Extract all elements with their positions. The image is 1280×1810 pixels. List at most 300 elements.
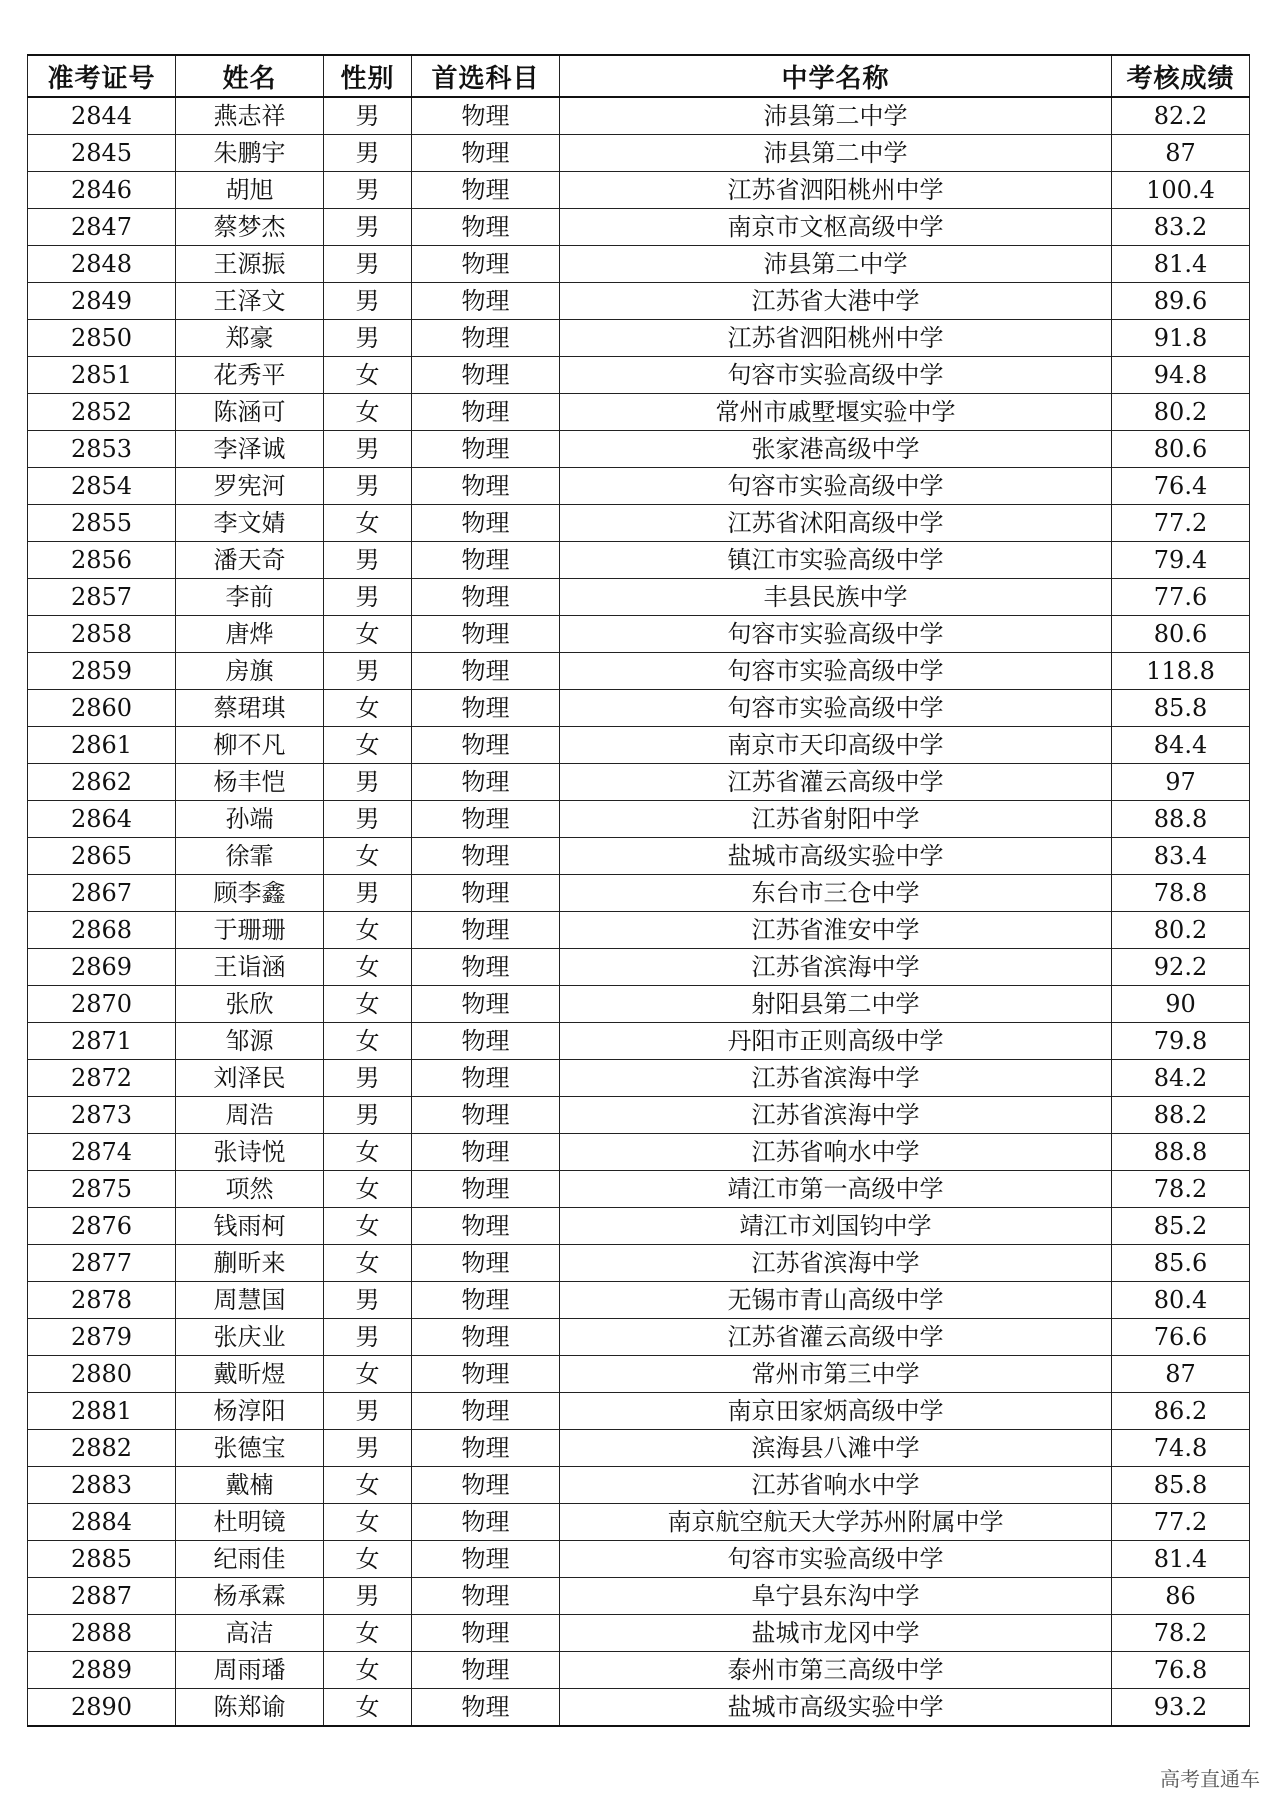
cell-school: 江苏省滨海中学	[560, 1245, 1112, 1282]
table-row	[28, 1282, 1250, 1319]
cell-gender: 男	[324, 468, 412, 505]
cell-school: 丰县民族中学	[560, 579, 1112, 616]
cell-gender: 男	[324, 1319, 412, 1356]
cell-name: 于珊珊	[176, 912, 324, 949]
cell-name: 高洁	[176, 1615, 324, 1652]
cell-subject: 物理	[412, 209, 560, 246]
cell-name: 周雨璠	[176, 1652, 324, 1689]
cell-name: 张诗悦	[176, 1134, 324, 1171]
table-row	[28, 653, 1250, 690]
cell-score: 80.2	[1112, 912, 1250, 949]
cell-name: 花秀平	[176, 357, 324, 394]
cell-exam-id: 2885	[28, 1541, 176, 1578]
header-gender: 性别	[324, 55, 412, 97]
cell-subject: 物理	[412, 727, 560, 764]
cell-gender: 女	[324, 838, 412, 875]
cell-exam-id: 2869	[28, 949, 176, 986]
table-row	[28, 1208, 1250, 1245]
cell-name: 燕志祥	[176, 97, 324, 135]
cell-subject: 物理	[412, 838, 560, 875]
cell-school: 无锡市青山高级中学	[560, 1282, 1112, 1319]
table-row	[28, 727, 1250, 764]
cell-gender: 男	[324, 209, 412, 246]
cell-score: 77.2	[1112, 1504, 1250, 1541]
cell-exam-id: 2864	[28, 801, 176, 838]
cell-school: 沛县第二中学	[560, 97, 1112, 135]
cell-gender: 男	[324, 1430, 412, 1467]
header-row	[28, 55, 1250, 97]
table-row	[28, 1689, 1250, 1727]
cell-subject: 物理	[412, 1319, 560, 1356]
cell-subject: 物理	[412, 912, 560, 949]
cell-school: 句容市实验高级中学	[560, 1541, 1112, 1578]
cell-score: 87	[1112, 135, 1250, 172]
cell-exam-id: 2873	[28, 1097, 176, 1134]
cell-gender: 女	[324, 1171, 412, 1208]
cell-exam-id: 2871	[28, 1023, 176, 1060]
cell-name: 王源振	[176, 246, 324, 283]
cell-exam-id: 2870	[28, 986, 176, 1023]
cell-subject: 物理	[412, 1541, 560, 1578]
table-row	[28, 1245, 1250, 1282]
cell-score: 78.2	[1112, 1171, 1250, 1208]
cell-name: 潘天奇	[176, 542, 324, 579]
cell-subject: 物理	[412, 690, 560, 727]
cell-score: 92.2	[1112, 949, 1250, 986]
table-row	[28, 542, 1250, 579]
cell-name: 李前	[176, 579, 324, 616]
cell-name: 胡旭	[176, 172, 324, 209]
cell-score: 93.2	[1112, 1689, 1250, 1727]
cell-school: 射阳县第二中学	[560, 986, 1112, 1023]
cell-gender: 女	[324, 616, 412, 653]
cell-school: 丹阳市正则高级中学	[560, 1023, 1112, 1060]
cell-school: 盐城市高级实验中学	[560, 1689, 1112, 1727]
cell-school: 沛县第二中学	[560, 246, 1112, 283]
table-row	[28, 246, 1250, 283]
cell-gender: 男	[324, 764, 412, 801]
cell-gender: 男	[324, 653, 412, 690]
cell-school: 盐城市高级实验中学	[560, 838, 1112, 875]
cell-score: 84.4	[1112, 727, 1250, 764]
cell-score: 100.4	[1112, 172, 1250, 209]
cell-subject: 物理	[412, 1652, 560, 1689]
cell-exam-id: 2880	[28, 1356, 176, 1393]
table-row	[28, 1356, 1250, 1393]
cell-gender: 女	[324, 912, 412, 949]
cell-gender: 女	[324, 1467, 412, 1504]
cell-score: 88.8	[1112, 1134, 1250, 1171]
cell-score: 80.4	[1112, 1282, 1250, 1319]
cell-name: 钱雨柯	[176, 1208, 324, 1245]
table-row	[28, 357, 1250, 394]
table-row	[28, 209, 1250, 246]
table-row	[28, 1615, 1250, 1652]
cell-exam-id: 2868	[28, 912, 176, 949]
cell-subject: 物理	[412, 505, 560, 542]
cell-score: 85.8	[1112, 690, 1250, 727]
cell-exam-id: 2860	[28, 690, 176, 727]
cell-subject: 物理	[412, 1689, 560, 1727]
cell-gender: 男	[324, 135, 412, 172]
cell-gender: 女	[324, 1023, 412, 1060]
cell-score: 85.8	[1112, 1467, 1250, 1504]
cell-name: 陈涵可	[176, 394, 324, 431]
cell-exam-id: 2854	[28, 468, 176, 505]
watermark: 高考直通车	[1160, 1767, 1260, 1791]
cell-exam-id: 2877	[28, 1245, 176, 1282]
cell-name: 徐霏	[176, 838, 324, 875]
cell-name: 李泽诚	[176, 431, 324, 468]
table-row	[28, 394, 1250, 431]
table-row	[28, 135, 1250, 172]
cell-name: 戴楠	[176, 1467, 324, 1504]
cell-school: 镇江市实验高级中学	[560, 542, 1112, 579]
cell-name: 杜明镜	[176, 1504, 324, 1541]
table-row	[28, 616, 1250, 653]
cell-gender: 男	[324, 320, 412, 357]
cell-gender: 女	[324, 1356, 412, 1393]
table-row	[28, 1504, 1250, 1541]
cell-name: 张庆业	[176, 1319, 324, 1356]
cell-exam-id: 2887	[28, 1578, 176, 1615]
cell-gender: 女	[324, 357, 412, 394]
cell-gender: 女	[324, 1245, 412, 1282]
table-row	[28, 1541, 1250, 1578]
cell-name: 罗宪河	[176, 468, 324, 505]
cell-name: 孙端	[176, 801, 324, 838]
cell-gender: 男	[324, 97, 412, 135]
cell-school: 东台市三仓中学	[560, 875, 1112, 912]
cell-score: 80.6	[1112, 431, 1250, 468]
cell-subject: 物理	[412, 1245, 560, 1282]
cell-gender: 女	[324, 394, 412, 431]
header-school: 中学名称	[560, 55, 1112, 97]
cell-exam-id: 2858	[28, 616, 176, 653]
cell-exam-id: 2883	[28, 1467, 176, 1504]
cell-subject: 物理	[412, 616, 560, 653]
cell-exam-id: 2867	[28, 875, 176, 912]
cell-score: 87	[1112, 1356, 1250, 1393]
table-row	[28, 468, 1250, 505]
cell-subject: 物理	[412, 1134, 560, 1171]
cell-school: 江苏省沭阳高级中学	[560, 505, 1112, 542]
cell-gender: 女	[324, 986, 412, 1023]
cell-name: 张德宝	[176, 1430, 324, 1467]
table-row	[28, 1430, 1250, 1467]
cell-name: 张欣	[176, 986, 324, 1023]
cell-name: 蔡梦杰	[176, 209, 324, 246]
cell-subject: 物理	[412, 283, 560, 320]
cell-exam-id: 2872	[28, 1060, 176, 1097]
cell-score: 83.2	[1112, 209, 1250, 246]
cell-school: 江苏省泗阳桃州中学	[560, 172, 1112, 209]
cell-score: 83.4	[1112, 838, 1250, 875]
cell-subject: 物理	[412, 764, 560, 801]
cell-subject: 物理	[412, 542, 560, 579]
cell-gender: 男	[324, 1097, 412, 1134]
cell-school: 江苏省泗阳桃州中学	[560, 320, 1112, 357]
cell-exam-id: 2881	[28, 1393, 176, 1430]
cell-exam-id: 2847	[28, 209, 176, 246]
cell-score: 86	[1112, 1578, 1250, 1615]
cell-gender: 女	[324, 1134, 412, 1171]
cell-score: 88.2	[1112, 1097, 1250, 1134]
table-row	[28, 801, 1250, 838]
cell-school: 盐城市龙冈中学	[560, 1615, 1112, 1652]
cell-score: 74.8	[1112, 1430, 1250, 1467]
table-body	[28, 97, 1250, 1726]
cell-school: 句容市实验高级中学	[560, 653, 1112, 690]
cell-subject: 物理	[412, 579, 560, 616]
table-row	[28, 764, 1250, 801]
cell-score: 80.2	[1112, 394, 1250, 431]
cell-name: 李文婧	[176, 505, 324, 542]
table-row	[28, 579, 1250, 616]
cell-exam-id: 2849	[28, 283, 176, 320]
cell-exam-id: 2852	[28, 394, 176, 431]
cell-subject: 物理	[412, 801, 560, 838]
cell-subject: 物理	[412, 1208, 560, 1245]
cell-gender: 男	[324, 1282, 412, 1319]
cell-score: 84.2	[1112, 1060, 1250, 1097]
cell-exam-id: 2865	[28, 838, 176, 875]
table-row	[28, 875, 1250, 912]
table-row	[28, 1578, 1250, 1615]
cell-subject: 物理	[412, 1467, 560, 1504]
cell-gender: 男	[324, 1060, 412, 1097]
cell-gender: 女	[324, 1689, 412, 1727]
table-row	[28, 283, 1250, 320]
table-row	[28, 1171, 1250, 1208]
cell-subject: 物理	[412, 986, 560, 1023]
cell-exam-id: 2846	[28, 172, 176, 209]
cell-exam-id: 2875	[28, 1171, 176, 1208]
cell-gender: 女	[324, 505, 412, 542]
cell-name: 邹源	[176, 1023, 324, 1060]
cell-subject: 物理	[412, 1430, 560, 1467]
cell-exam-id: 2878	[28, 1282, 176, 1319]
cell-score: 79.8	[1112, 1023, 1250, 1060]
cell-name: 杨淳阳	[176, 1393, 324, 1430]
cell-gender: 男	[324, 283, 412, 320]
cell-subject: 物理	[412, 97, 560, 135]
cell-name: 柳不凡	[176, 727, 324, 764]
cell-name: 王泽文	[176, 283, 324, 320]
cell-name: 周慧国	[176, 1282, 324, 1319]
cell-exam-id: 2879	[28, 1319, 176, 1356]
cell-score: 78.8	[1112, 875, 1250, 912]
cell-gender: 男	[324, 431, 412, 468]
cell-exam-id: 2874	[28, 1134, 176, 1171]
table-row	[28, 1652, 1250, 1689]
cell-score: 86.2	[1112, 1393, 1250, 1430]
table-row	[28, 986, 1250, 1023]
cell-name: 戴昕煜	[176, 1356, 324, 1393]
cell-score: 80.6	[1112, 616, 1250, 653]
table-row	[28, 1134, 1250, 1171]
cell-exam-id: 2855	[28, 505, 176, 542]
cell-score: 78.2	[1112, 1615, 1250, 1652]
cell-score: 76.6	[1112, 1319, 1250, 1356]
cell-school: 江苏省滨海中学	[560, 1060, 1112, 1097]
cell-name: 唐烨	[176, 616, 324, 653]
cell-name: 纪雨佳	[176, 1541, 324, 1578]
cell-score: 88.8	[1112, 801, 1250, 838]
cell-exam-id: 2856	[28, 542, 176, 579]
table-row	[28, 431, 1250, 468]
cell-subject: 物理	[412, 1023, 560, 1060]
table-row	[28, 172, 1250, 209]
cell-school: 江苏省灌云高级中学	[560, 764, 1112, 801]
cell-school: 滨海县八滩中学	[560, 1430, 1112, 1467]
cell-school: 句容市实验高级中学	[560, 468, 1112, 505]
cell-school: 南京田家炳高级中学	[560, 1393, 1112, 1430]
table-row	[28, 1393, 1250, 1430]
table-row	[28, 1097, 1250, 1134]
cell-gender: 男	[324, 1393, 412, 1430]
cell-exam-id: 2890	[28, 1689, 176, 1727]
cell-school: 江苏省滨海中学	[560, 949, 1112, 986]
cell-gender: 男	[324, 542, 412, 579]
cell-school: 句容市实验高级中学	[560, 357, 1112, 394]
cell-score: 91.8	[1112, 320, 1250, 357]
cell-subject: 物理	[412, 1282, 560, 1319]
cell-score: 90	[1112, 986, 1250, 1023]
cell-school: 南京市文枢高级中学	[560, 209, 1112, 246]
cell-exam-id: 2844	[28, 97, 176, 135]
cell-gender: 男	[324, 172, 412, 209]
cell-gender: 女	[324, 690, 412, 727]
cell-gender: 男	[324, 1578, 412, 1615]
cell-name: 杨丰恺	[176, 764, 324, 801]
cell-exam-id: 2882	[28, 1430, 176, 1467]
cell-school: 沛县第二中学	[560, 135, 1112, 172]
cell-school: 阜宁县东沟中学	[560, 1578, 1112, 1615]
cell-gender: 女	[324, 949, 412, 986]
cell-school: 句容市实验高级中学	[560, 616, 1112, 653]
table-row	[28, 1467, 1250, 1504]
cell-name: 朱鹏宇	[176, 135, 324, 172]
cell-school: 江苏省淮安中学	[560, 912, 1112, 949]
cell-score: 77.2	[1112, 505, 1250, 542]
cell-school: 南京市天印高级中学	[560, 727, 1112, 764]
cell-subject: 物理	[412, 1615, 560, 1652]
cell-school: 南京航空航天大学苏州附属中学	[560, 1504, 1112, 1541]
cell-name: 周浩	[176, 1097, 324, 1134]
cell-exam-id: 2850	[28, 320, 176, 357]
table-row	[28, 912, 1250, 949]
cell-subject: 物理	[412, 246, 560, 283]
cell-school: 江苏省射阳中学	[560, 801, 1112, 838]
cell-exam-id: 2889	[28, 1652, 176, 1689]
cell-school: 张家港高级中学	[560, 431, 1112, 468]
cell-subject: 物理	[412, 949, 560, 986]
cell-subject: 物理	[412, 431, 560, 468]
cell-score: 82.2	[1112, 97, 1250, 135]
cell-subject: 物理	[412, 1504, 560, 1541]
header-subject: 首选科目	[412, 55, 560, 97]
cell-subject: 物理	[412, 1578, 560, 1615]
cell-subject: 物理	[412, 135, 560, 172]
table-row	[28, 949, 1250, 986]
table-row	[28, 1319, 1250, 1356]
cell-school: 句容市实验高级中学	[560, 690, 1112, 727]
cell-exam-id: 2861	[28, 727, 176, 764]
cell-subject: 物理	[412, 172, 560, 209]
cell-subject: 物理	[412, 357, 560, 394]
cell-score: 89.6	[1112, 283, 1250, 320]
cell-exam-id: 2851	[28, 357, 176, 394]
cell-school: 靖江市刘国钧中学	[560, 1208, 1112, 1245]
cell-name: 陈郑谕	[176, 1689, 324, 1727]
cell-name: 王诣涵	[176, 949, 324, 986]
cell-gender: 男	[324, 875, 412, 912]
cell-exam-id: 2845	[28, 135, 176, 172]
cell-score: 94.8	[1112, 357, 1250, 394]
table-row	[28, 505, 1250, 542]
table-row	[28, 690, 1250, 727]
cell-name: 杨承霖	[176, 1578, 324, 1615]
cell-score: 81.4	[1112, 246, 1250, 283]
cell-gender: 女	[324, 727, 412, 764]
cell-subject: 物理	[412, 1097, 560, 1134]
cell-gender: 女	[324, 1541, 412, 1578]
cell-subject: 物理	[412, 1171, 560, 1208]
cell-gender: 男	[324, 801, 412, 838]
cell-gender: 女	[324, 1208, 412, 1245]
cell-subject: 物理	[412, 653, 560, 690]
cell-exam-id: 2888	[28, 1615, 176, 1652]
cell-exam-id: 2876	[28, 1208, 176, 1245]
cell-name: 项然	[176, 1171, 324, 1208]
cell-subject: 物理	[412, 875, 560, 912]
cell-subject: 物理	[412, 1356, 560, 1393]
cell-name: 蒯昕来	[176, 1245, 324, 1282]
cell-school: 常州市戚墅堰实验中学	[560, 394, 1112, 431]
cell-score: 85.2	[1112, 1208, 1250, 1245]
cell-score: 79.4	[1112, 542, 1250, 579]
cell-school: 常州市第三中学	[560, 1356, 1112, 1393]
header-score: 考核成绩	[1112, 55, 1250, 97]
cell-gender: 女	[324, 1504, 412, 1541]
cell-exam-id: 2857	[28, 579, 176, 616]
cell-score: 97	[1112, 764, 1250, 801]
cell-school: 江苏省大港中学	[560, 283, 1112, 320]
cell-subject: 物理	[412, 320, 560, 357]
cell-score: 118.8	[1112, 653, 1250, 690]
cell-school: 靖江市第一高级中学	[560, 1171, 1112, 1208]
cell-name: 刘泽民	[176, 1060, 324, 1097]
cell-subject: 物理	[412, 1060, 560, 1097]
cell-gender: 男	[324, 579, 412, 616]
cell-school: 江苏省灌云高级中学	[560, 1319, 1112, 1356]
cell-score: 77.6	[1112, 579, 1250, 616]
cell-exam-id: 2862	[28, 764, 176, 801]
cell-gender: 女	[324, 1615, 412, 1652]
cell-score: 85.6	[1112, 1245, 1250, 1282]
cell-name: 房旗	[176, 653, 324, 690]
table-row	[28, 97, 1250, 135]
cell-exam-id: 2853	[28, 431, 176, 468]
cell-exam-id: 2859	[28, 653, 176, 690]
cell-score: 76.8	[1112, 1652, 1250, 1689]
cell-exam-id: 2848	[28, 246, 176, 283]
admission-score-table	[27, 54, 1250, 1727]
cell-school: 江苏省响水中学	[560, 1134, 1112, 1171]
cell-score: 76.4	[1112, 468, 1250, 505]
cell-subject: 物理	[412, 394, 560, 431]
